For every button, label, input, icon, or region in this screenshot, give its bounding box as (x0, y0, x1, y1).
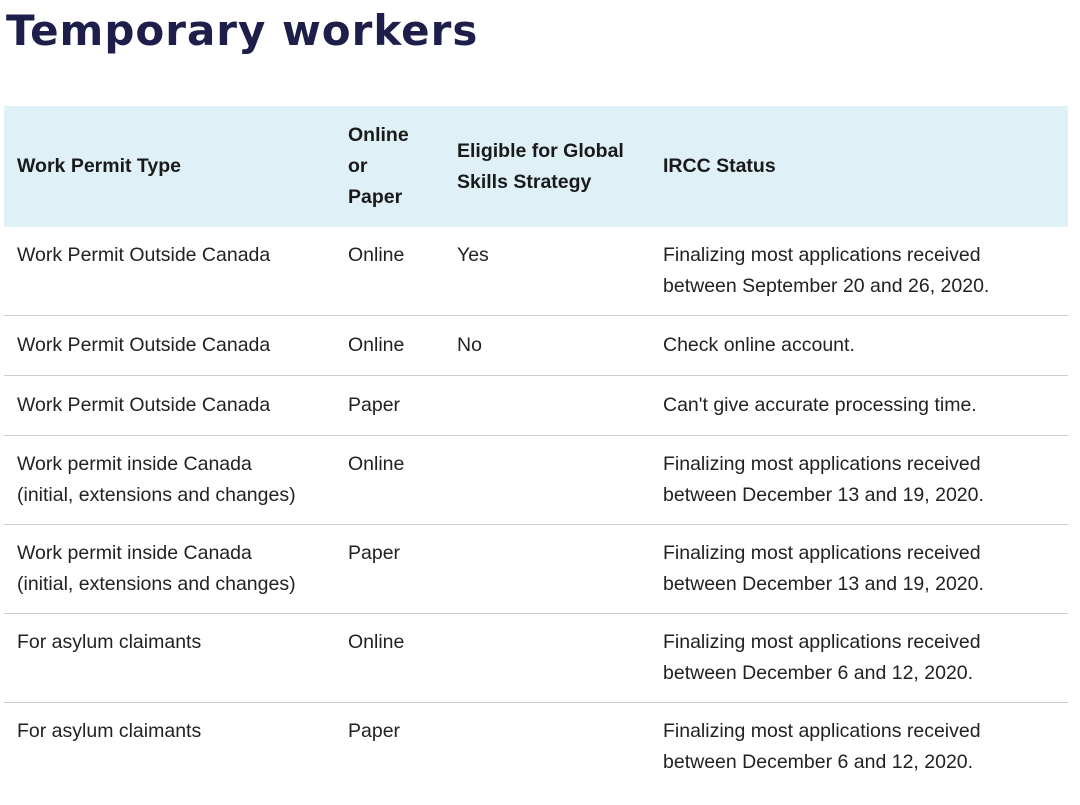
table-header-row (4, 106, 1068, 227)
cell-text: Paper (348, 394, 401, 416)
header-label: Paper (348, 186, 403, 208)
cell-text: between December 6 and 12, 2020. (663, 751, 974, 773)
cell-online-or-paper (339, 376, 444, 436)
cell-text: Finalizing most applications received (663, 244, 981, 266)
cell-text: between December 6 and 12, 2020. (663, 662, 974, 684)
cell-text: Online (348, 334, 405, 356)
table-row (4, 376, 1068, 436)
cell-text: For asylum claimants (17, 631, 202, 653)
cell-text: Paper (348, 720, 401, 742)
cell-text: Can't give accurate processing time. (663, 394, 977, 416)
table-row (4, 227, 1068, 316)
cell-text: Online (348, 631, 405, 653)
cell-text: Finalizing most applications received (663, 542, 981, 564)
cell-text: between December 13 and 19, 2020. (663, 484, 984, 506)
cell-ircc-status (650, 525, 1068, 614)
cell-online-or-paper (339, 525, 444, 614)
table-row (4, 703, 1068, 792)
cell-ircc-status (650, 316, 1068, 376)
cell-ircc-status (650, 614, 1068, 703)
table-row (4, 614, 1068, 703)
table-row (4, 436, 1068, 525)
cell-online-or-paper (339, 614, 444, 703)
processing-status-table (4, 106, 1068, 791)
cell-online-or-paper (339, 316, 444, 376)
table-row (4, 316, 1068, 376)
cell-text: Finalizing most applications received (663, 453, 981, 475)
header-ircc-status (650, 106, 1068, 227)
header-label: Work Permit Type (17, 155, 181, 177)
header-label: Eligible for Global (457, 139, 624, 162)
header-label: Online (348, 124, 409, 146)
cell-work-permit-type (4, 436, 339, 525)
cell-work-permit-type (4, 316, 339, 376)
cell-work-permit-type (4, 614, 339, 703)
cell-text: between December 13 and 19, 2020. (663, 573, 984, 595)
cell-text: Finalizing most applications received (663, 631, 981, 653)
cell-text: For asylum claimants (17, 720, 202, 742)
cell-ircc-status (650, 436, 1068, 525)
header-work-permit-type (4, 106, 339, 227)
cell-text: Work Permit Outside Canada (17, 244, 271, 266)
cell-text: Online (348, 453, 405, 475)
cell-text: (initial, extensions and changes) (17, 484, 296, 506)
cell-text: Finalizing most applications received (663, 720, 981, 742)
cell-text: Paper (348, 542, 401, 564)
cell-text: Work Permit Outside Canada (17, 394, 271, 416)
header-label: Skills Strategy (457, 170, 592, 193)
cell-work-permit-type (4, 703, 339, 792)
header-global-skills-strategy (444, 106, 650, 227)
cell-global-skills-strategy (444, 703, 650, 792)
header-label: IRCC Status (663, 155, 776, 177)
cell-online-or-paper (339, 436, 444, 525)
cell-text: Work Permit Outside Canada (17, 334, 271, 356)
cell-work-permit-type (4, 525, 339, 614)
cell-text: (initial, extensions and changes) (17, 573, 296, 595)
cell-text: Online (348, 244, 405, 266)
cell-online-or-paper (339, 227, 444, 316)
cell-global-skills-strategy (444, 316, 650, 376)
cell-global-skills-strategy (444, 376, 650, 436)
cell-global-skills-strategy (444, 227, 650, 316)
cell-text: Work permit inside Canada (17, 453, 252, 475)
header-online-or-paper (339, 106, 444, 227)
cell-text: between September 20 and 26, 2020. (663, 275, 990, 297)
cell-online-or-paper (339, 703, 444, 792)
table-row (4, 525, 1068, 614)
cell-text: Work permit inside Canada (17, 542, 252, 564)
cell-work-permit-type (4, 227, 339, 316)
cell-global-skills-strategy (444, 525, 650, 614)
cell-global-skills-strategy (444, 614, 650, 703)
cell-ircc-status (650, 703, 1068, 792)
cell-global-skills-strategy (444, 436, 650, 525)
cell-text: No (457, 334, 482, 356)
cell-ircc-status (650, 227, 1068, 316)
page-title: Temporary workers (6, 6, 479, 55)
header-label: or (348, 155, 368, 177)
cell-work-permit-type (4, 376, 339, 436)
cell-ircc-status (650, 376, 1068, 436)
cell-text: Yes (457, 244, 489, 266)
cell-text: Check online account. (663, 334, 855, 356)
